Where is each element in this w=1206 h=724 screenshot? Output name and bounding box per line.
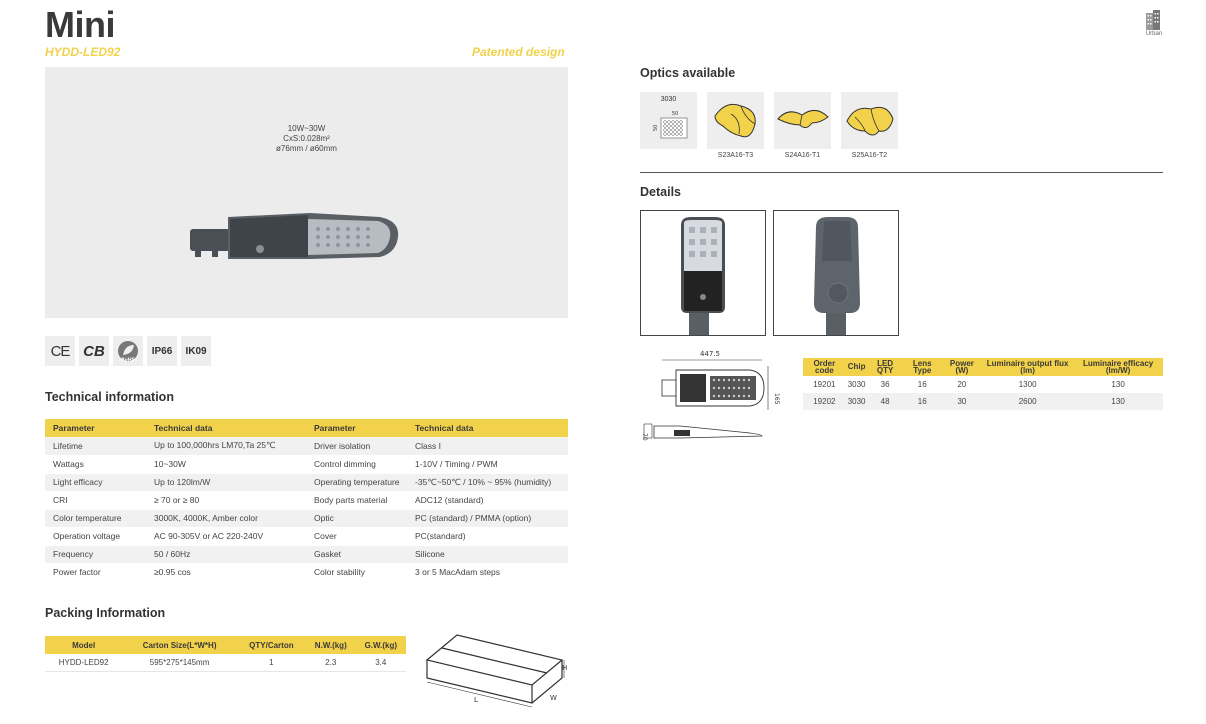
table-row: [45, 455, 568, 473]
cell: 1300: [982, 376, 1073, 393]
ip-rating-badge: IP66: [147, 336, 177, 366]
table-row: [45, 473, 568, 491]
light-distribution-t2-icon: [843, 99, 897, 143]
optics-list: [640, 92, 898, 159]
header-model: Model: [45, 636, 122, 654]
header-chip: Chip: [846, 358, 868, 376]
dimension-drawing: [640, 348, 780, 448]
cell: 10~30W: [146, 455, 306, 473]
box-l-label: L: [474, 696, 478, 704]
cell: 20: [942, 376, 982, 393]
ik-rating-badge: IK09: [181, 336, 211, 366]
product-image-panel: [45, 67, 568, 318]
cell: PC (standard) / PMMA (option): [407, 509, 568, 527]
table-row: [45, 491, 568, 509]
cell: Cover: [306, 527, 407, 545]
cb-mark: CB: [79, 336, 109, 366]
rohs-mark: [113, 336, 143, 366]
header-carton-size: Carton Size(L*W*H): [122, 636, 237, 654]
cell: 595*275*145mm: [122, 654, 237, 671]
optic-label: S23A16-T3: [717, 152, 754, 159]
urban-label: Urban: [1145, 31, 1163, 37]
table-row: [45, 509, 568, 527]
header-technical-data-2: Technical data: [407, 419, 568, 437]
header-efficacy: Luminaire efficacy (lm/W): [1073, 358, 1163, 376]
luminaire-back-image: [774, 211, 898, 335]
cell: Color stability: [306, 563, 407, 581]
header-nw: N.W.(kg): [306, 636, 356, 654]
urban-category: [1140, 10, 1168, 37]
light-distribution-t1-icon: [776, 101, 830, 141]
cell: 36: [867, 376, 902, 393]
cell: 48: [867, 393, 902, 410]
cell: 16: [903, 376, 942, 393]
detail-photo-back: [773, 210, 899, 336]
cell: Optic: [306, 509, 407, 527]
optic-s25a16-t2: [841, 92, 898, 159]
details-title: Details: [640, 185, 681, 199]
table-row: [803, 393, 1163, 410]
cell: 50 / 60Hz: [146, 545, 306, 563]
spec-diameter: ø76mm / ø60mm: [276, 144, 337, 153]
page-title: Mini: [45, 4, 115, 45]
cell: Up to 120lm/W: [146, 473, 306, 491]
detail-photo-front: [640, 210, 766, 336]
cell: CRI: [45, 491, 146, 509]
chip-dim-left: 50: [652, 124, 659, 131]
header-parameter-2: Parameter: [306, 419, 407, 437]
table-row: [45, 563, 568, 581]
cell: 3 or 5 MacAdam steps: [407, 563, 568, 581]
cell: Frequency: [45, 545, 146, 563]
technical-info-title: Technical information: [45, 390, 174, 404]
header-power: Power (W): [942, 358, 982, 376]
ce-mark: CE: [45, 336, 75, 366]
light-distribution-t3-icon: [711, 98, 761, 144]
cell: 1-10V / Timing / PWM: [407, 455, 568, 473]
optic-chip: [640, 92, 697, 159]
spec-windage: CxS:0.028m²: [283, 134, 330, 143]
cell: ADC12 (standard): [407, 491, 568, 509]
model-number: HYDD-LED92: [45, 45, 121, 59]
header-gw: G.W.(kg): [356, 636, 406, 654]
section-divider: [640, 172, 1163, 173]
table-row: [803, 376, 1163, 393]
technical-header-row: [45, 419, 568, 437]
cell: Up to 100,000hrs LM70,Ta 25℃: [146, 437, 306, 455]
cell: Operating temperature: [306, 473, 407, 491]
patented-label: Patented design: [472, 45, 565, 59]
cell: Gasket: [306, 545, 407, 563]
cell: 130: [1073, 393, 1163, 410]
rohs-text: RoHS: [121, 358, 135, 363]
luminaire-front-image: [641, 211, 765, 335]
cell: Power factor: [45, 563, 146, 581]
optic-label: S25A16-T2: [851, 152, 888, 159]
carton-box-drawing: [422, 630, 582, 712]
cell: ≥ 70 or ≥ 80: [146, 491, 306, 509]
technical-table: [45, 419, 568, 582]
cell: 2.3: [306, 654, 356, 671]
chip-label: 3030: [660, 96, 677, 103]
chip-dim-top: 50: [671, 110, 678, 117]
table-row: [45, 654, 406, 671]
cell: Lifetime: [45, 437, 146, 455]
dim-length-label: 447.5: [699, 350, 721, 358]
header-output-flux: Luminaire output flux (lm): [982, 358, 1073, 376]
box-h-label: H: [562, 664, 568, 672]
cell: Body parts material: [306, 491, 407, 509]
cell: 130: [1073, 376, 1163, 393]
dim-side-label: 70: [641, 433, 648, 441]
cell: 3.4: [356, 654, 406, 671]
cell: HYDD-LED92: [45, 654, 122, 671]
building-icon: [1145, 10, 1163, 30]
cell: Operation voltage: [45, 527, 146, 545]
table-row: [45, 545, 568, 563]
cell: Control dimming: [306, 455, 407, 473]
cell: 16: [903, 393, 942, 410]
optic-s23a16-t3: [707, 92, 764, 159]
spec-wattage: 10W~30W: [287, 124, 326, 133]
optic-label: S24A16-T1: [784, 152, 821, 159]
street-light-image: [190, 207, 405, 267]
packing-info-title: Packing Information: [45, 606, 166, 620]
packing-table: [45, 636, 406, 672]
box-w-label: W: [550, 694, 557, 702]
cell: 3030: [846, 376, 868, 393]
cell: 3000K, 4000K, Amber color: [146, 509, 306, 527]
cell: ≥0.95 cos: [146, 563, 306, 581]
packing-header-row: [45, 636, 406, 654]
dim-height-label: 165: [773, 393, 780, 405]
cell: Color temperature: [45, 509, 146, 527]
led-chip-icon: [649, 101, 689, 141]
cell: 2600: [982, 393, 1073, 410]
optics-title: Optics available: [640, 66, 736, 80]
cell: -35℃~50℃ / 10% ~ 95% (humidity): [407, 473, 568, 491]
header-technical-data: Technical data: [146, 419, 306, 437]
cell: Light efficacy: [45, 473, 146, 491]
product-spec-lines: [45, 124, 568, 154]
certification-badges: [45, 336, 211, 366]
cell: 19201: [803, 376, 846, 393]
cell: PC(standard): [407, 527, 568, 545]
cell: 19202: [803, 393, 846, 410]
header-order-code: Order code: [803, 358, 846, 376]
cell: 30: [942, 393, 982, 410]
header-qty: QTY/Carton: [237, 636, 306, 654]
cell: Silicone: [407, 545, 568, 563]
order-code-table: [803, 358, 1163, 410]
cell: Wattags: [45, 455, 146, 473]
cell: Class I: [407, 437, 568, 455]
cell: AC 90-305V or AC 220-240V: [146, 527, 306, 545]
order-header-row: [803, 358, 1163, 376]
cell: 3030: [846, 393, 868, 410]
chip-diagram: [640, 92, 697, 149]
header-lens-type: Lens Type: [903, 358, 942, 376]
cell: 1: [237, 654, 306, 671]
table-row: [45, 527, 568, 545]
header-led-qty: LED QTY: [867, 358, 902, 376]
cell: Driver isolation: [306, 437, 407, 455]
rohs-leaf-icon: [116, 339, 140, 363]
optic-s24a16-t1: [774, 92, 831, 159]
table-row: [45, 437, 568, 455]
header-parameter: Parameter: [45, 419, 146, 437]
